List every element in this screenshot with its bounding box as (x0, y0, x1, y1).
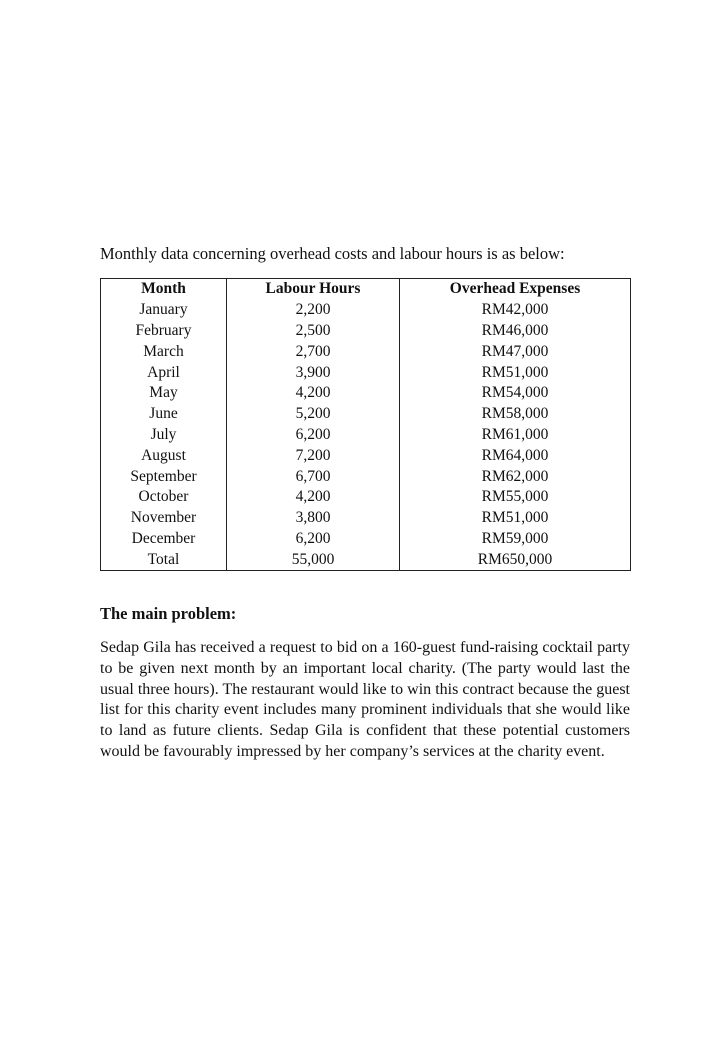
cell-month: February (101, 321, 227, 342)
cell-hours: 6,700 (227, 466, 400, 487)
cell-overhead: RM54,000 (400, 383, 631, 404)
cell-hours: 5,200 (227, 404, 400, 425)
table-row (101, 321, 631, 342)
cell-month: October (101, 487, 227, 508)
cell-month: April (101, 362, 227, 383)
cell-month: June (101, 404, 227, 425)
problem-paragraph: Sedap Gila has received a request to bid on a 160-guest fund-raising cocktail party to be given next month by an important local charity. (The party would last the usual three hours). The restaurant would like to win this contract because the guest list for this charity event includes many prominent individuals that she would like to land as future clients. Sedap Gila is confident that these potential customers would be favourably impressed by her company’s services at the charity event. (100, 639, 630, 760)
cell-month: August (101, 445, 227, 466)
cell-hours: 4,200 (227, 383, 400, 404)
table-row (101, 300, 631, 321)
table-total-row (101, 549, 631, 570)
cell-month: September (101, 466, 227, 487)
cell-overhead: RM62,000 (400, 466, 631, 487)
cell-overhead: RM55,000 (400, 487, 631, 508)
cell-overhead: RM51,000 (400, 362, 631, 383)
cell-hours: 3,900 (227, 362, 400, 383)
cell-overhead: RM59,000 (400, 529, 631, 550)
header-overhead-expenses: Overhead Expenses (400, 279, 631, 300)
table-row (101, 445, 631, 466)
cell-hours: 2,700 (227, 341, 400, 362)
cell-overhead: RM64,000 (400, 445, 631, 466)
header-labour-hours: Labour Hours (227, 279, 400, 300)
table-row (101, 508, 631, 529)
cell-hours: 4,200 (227, 487, 400, 508)
cell-month: Total (101, 549, 227, 570)
cell-overhead: RM51,000 (400, 508, 631, 529)
cell-month: December (101, 529, 227, 550)
cell-hours: 6,200 (227, 529, 400, 550)
cell-month: November (101, 508, 227, 529)
cell-month: May (101, 383, 227, 404)
table-row (101, 466, 631, 487)
table-header-row (101, 279, 631, 300)
header-month: Month (101, 279, 227, 300)
table-row (101, 341, 631, 362)
intro-text: Monthly data concerning overhead costs and labour hours is as below: (100, 244, 565, 263)
cell-hours: 2,500 (227, 321, 400, 342)
cell-overhead: RM47,000 (400, 341, 631, 362)
cell-overhead: RM650,000 (400, 549, 631, 570)
table-row (101, 383, 631, 404)
table-row (101, 362, 631, 383)
table-row (101, 529, 631, 550)
table-row (101, 404, 631, 425)
cell-month: March (101, 341, 227, 362)
cell-month: July (101, 425, 227, 446)
cell-hours: 6,200 (227, 425, 400, 446)
cell-overhead: RM46,000 (400, 321, 631, 342)
section-heading: The main problem: (100, 604, 237, 623)
overhead-table (100, 278, 631, 571)
cell-month: January (101, 300, 227, 321)
table-row (101, 487, 631, 508)
cell-hours: 3,800 (227, 508, 400, 529)
cell-hours: 2,200 (227, 300, 400, 321)
cell-hours: 7,200 (227, 445, 400, 466)
cell-hours: 55,000 (227, 549, 400, 570)
cell-overhead: RM58,000 (400, 404, 631, 425)
cell-overhead: RM42,000 (400, 300, 631, 321)
cell-overhead: RM61,000 (400, 425, 631, 446)
table-row (101, 425, 631, 446)
